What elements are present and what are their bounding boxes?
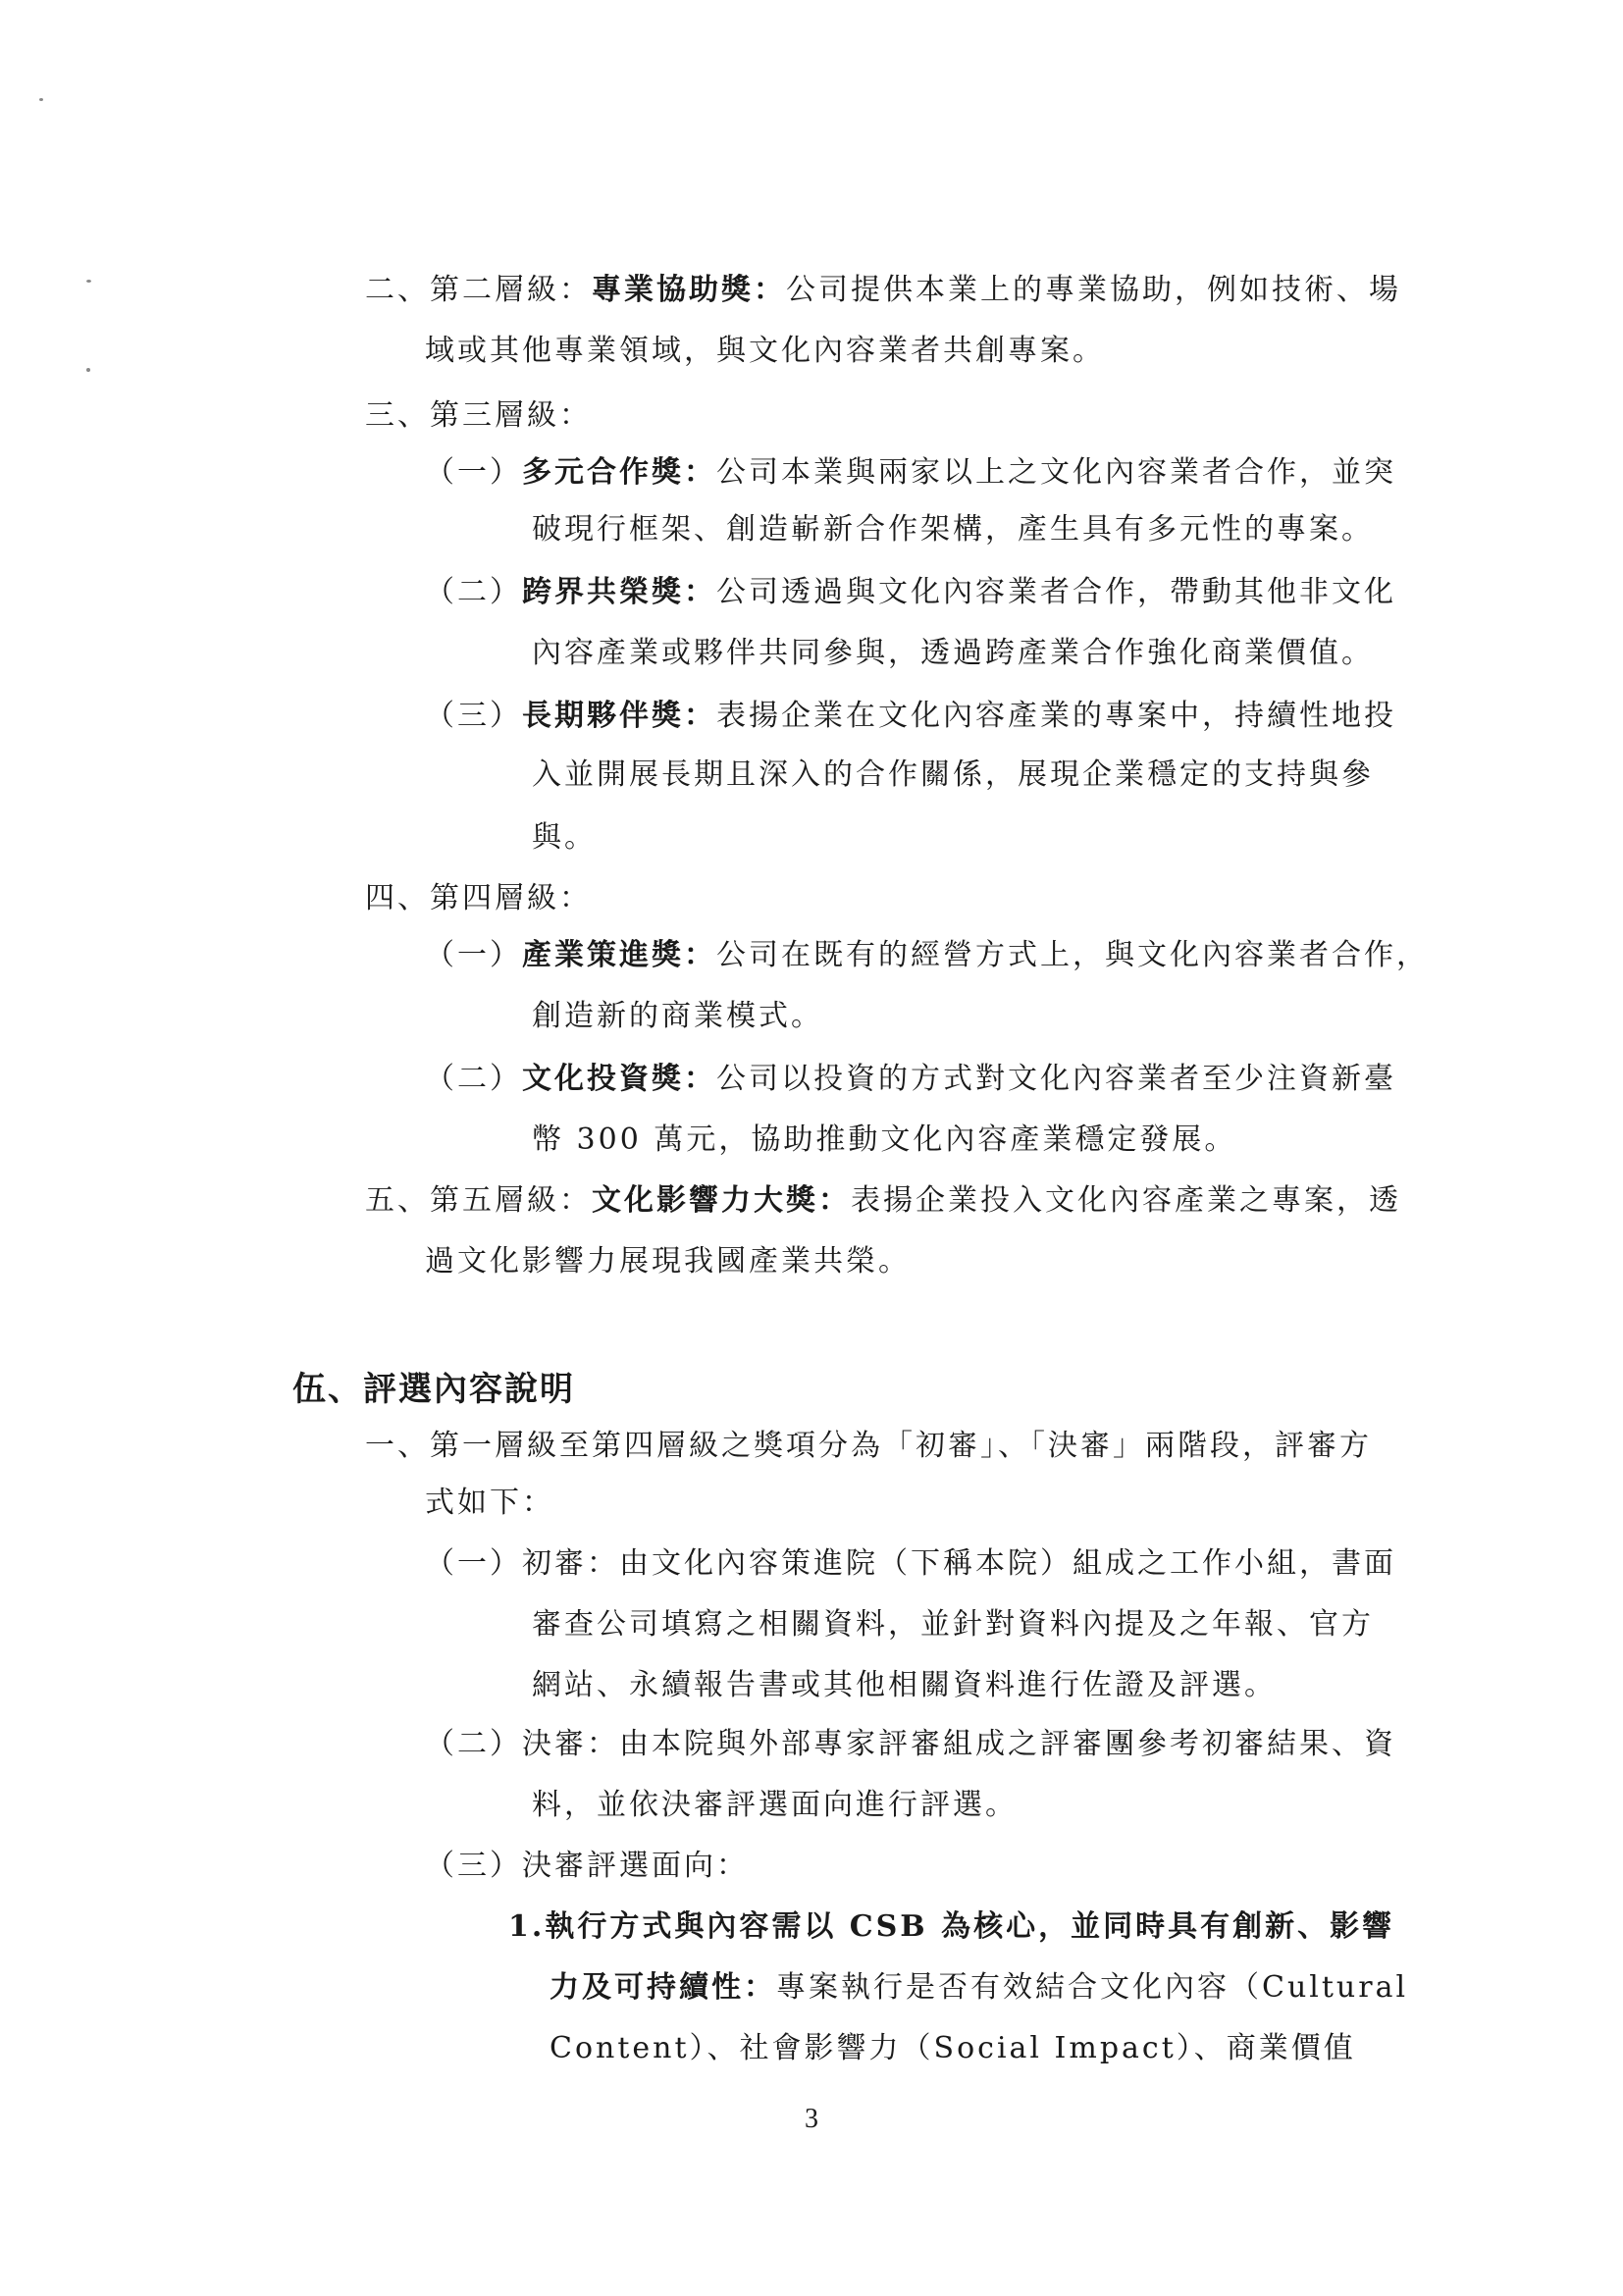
- tier4-title-text: 第四層級：: [430, 881, 592, 915]
- tier4-sub1-line1: [425, 936, 1429, 975]
- eval-intro-marker: 一、: [365, 1429, 430, 1463]
- tier3-marker: 三、: [365, 398, 430, 433]
- tier5-marker: 五、: [365, 1183, 430, 1218]
- criteria-line1: [425, 1847, 749, 1886]
- criteria-text: 決審評選面向：: [522, 1849, 749, 1883]
- tier3-sub3-marker: （三）: [425, 699, 522, 733]
- tier5-desc: 表揚企業投入文化內容產業之專案，透: [851, 1183, 1401, 1218]
- eval-intro-text: 第一層級至第四層級之獎項分為「初審」、「決審」兩階段，評審方: [430, 1429, 1372, 1463]
- scan-speck: [86, 368, 90, 372]
- tier3-sub3-line1: [425, 697, 1396, 736]
- scan-speck: [86, 280, 91, 283]
- criteria-point1-line2: [550, 1968, 1408, 2008]
- tier3-sub3-line3: 與。: [532, 820, 597, 855]
- tier3-sub2-marker: （二）: [425, 575, 522, 609]
- prelim-line1: [425, 1544, 1396, 1584]
- tier2-line2: 域或其他專業領域，與文化內容業者共創專案。: [425, 334, 1105, 368]
- criteria-point1-label: 1.執行方式與內容需以 CSB 為核心，並同時具有創新、影響: [508, 1909, 1395, 1944]
- prelim-text: 初審：由文化內容策進院（下稱本院）組成之工作小組，書面: [522, 1546, 1396, 1581]
- final-line1: [425, 1725, 1396, 1764]
- tier5-line1: [365, 1181, 1401, 1221]
- tier4-sub2-award: 文化投資獎：: [522, 1062, 716, 1096]
- tier4-sub1-marker: （一）: [425, 938, 522, 972]
- final-line2: 料，並依決審評選面向進行評選。: [532, 1788, 1018, 1822]
- tier4-sub2-marker: （二）: [425, 1062, 522, 1096]
- tier4-marker: 四、: [365, 881, 430, 915]
- tier4-sub1-desc: 公司在既有的經營方式上，與文化內容業者合作，: [716, 938, 1429, 972]
- criteria-point1-line1: [508, 1907, 1394, 1947]
- tier3-sub3-desc: 表揚企業在文化內容產業的專案中，持續性地投: [716, 699, 1396, 733]
- tier2-desc: 公司提供本業上的專業協助，例如技術、場: [786, 273, 1401, 307]
- tier3-sub1-line1: [425, 453, 1396, 493]
- tier3-sub2-line1: [425, 573, 1396, 612]
- tier3-sub3-award: 長期夥伴獎：: [522, 699, 716, 733]
- prelim-marker: （一）: [425, 1546, 522, 1581]
- final-marker: （二）: [425, 1727, 522, 1761]
- criteria-point1-label2: 力及可持續性：: [550, 1970, 776, 2005]
- tier3-sub2-desc: 公司透過與文化內容業者合作，帶動其他非文化: [716, 575, 1396, 609]
- page-number: 3: [805, 2104, 818, 2134]
- tier2-marker: 二、: [365, 273, 430, 307]
- tier4-sub2-line1: [425, 1060, 1396, 1099]
- criteria-marker: （三）: [425, 1849, 522, 1883]
- tier3-sub1-marker: （一）: [425, 455, 522, 490]
- tier4-sub1-award: 產業策進獎：: [522, 938, 716, 972]
- tier2-prefix: 第二層級：: [430, 273, 592, 307]
- tier5-award-name: 文化影響力大獎：: [592, 1183, 851, 1218]
- section-heading: 伍、評選內容說明: [292, 1370, 575, 1409]
- tier3-sub2-line2: 內容產業或夥伴共同參與，透過跨產業合作強化商業價值。: [532, 636, 1374, 670]
- criteria-point1-desc: 專案執行是否有效結合文化內容（Cultural: [776, 1970, 1409, 2005]
- tier3-sub3-line2: 入並開展長期且深入的合作關係，展現企業穩定的支持與參: [532, 757, 1374, 792]
- tier3-sub2-award: 跨界共榮獎：: [522, 575, 716, 609]
- eval-intro-line2: 式如下：: [425, 1486, 554, 1520]
- tier3-sub1-line2: 破現行框架、創造嶄新合作架構，產生具有多元性的專案。: [532, 512, 1374, 547]
- tier3-title-text: 第三層級：: [430, 398, 592, 433]
- eval-intro-line1: [365, 1427, 1372, 1466]
- criteria-point1-line3: Content）、社會影響力（Social Impact）、商業價值: [550, 2031, 1356, 2065]
- tier2-line1: [365, 271, 1401, 310]
- tier2-award-name: 專業協助獎：: [592, 273, 786, 307]
- tier3-title: [365, 396, 592, 436]
- tier4-title: [365, 879, 592, 918]
- prelim-line2: 審查公司填寫之相關資料，並針對資料內提及之年報、官方: [532, 1607, 1374, 1642]
- tier3-sub1-desc: 公司本業與兩家以上之文化內容業者合作，並突: [716, 455, 1396, 490]
- tier3-sub1-award: 多元合作獎：: [522, 455, 716, 490]
- tier4-sub1-line2: 創造新的商業模式。: [532, 999, 823, 1033]
- tier4-sub2-line2: 幣 300 萬元，協助推動文化內容產業穩定發展。: [532, 1122, 1237, 1157]
- tier5-prefix: 第五層級：: [430, 1183, 592, 1218]
- final-text: 決審：由本院與外部專家評審組成之評審團參考初審結果、資: [522, 1727, 1396, 1761]
- scan-speck: [39, 98, 43, 101]
- tier5-line2: 過文化影響力展現我國產業共榮。: [425, 1244, 911, 1278]
- tier4-sub2-desc: 公司以投資的方式對文化內容業者至少注資新臺: [716, 1062, 1396, 1096]
- prelim-line3: 網站、永續報告書或其他相關資料進行佐證及評選。: [532, 1668, 1277, 1702]
